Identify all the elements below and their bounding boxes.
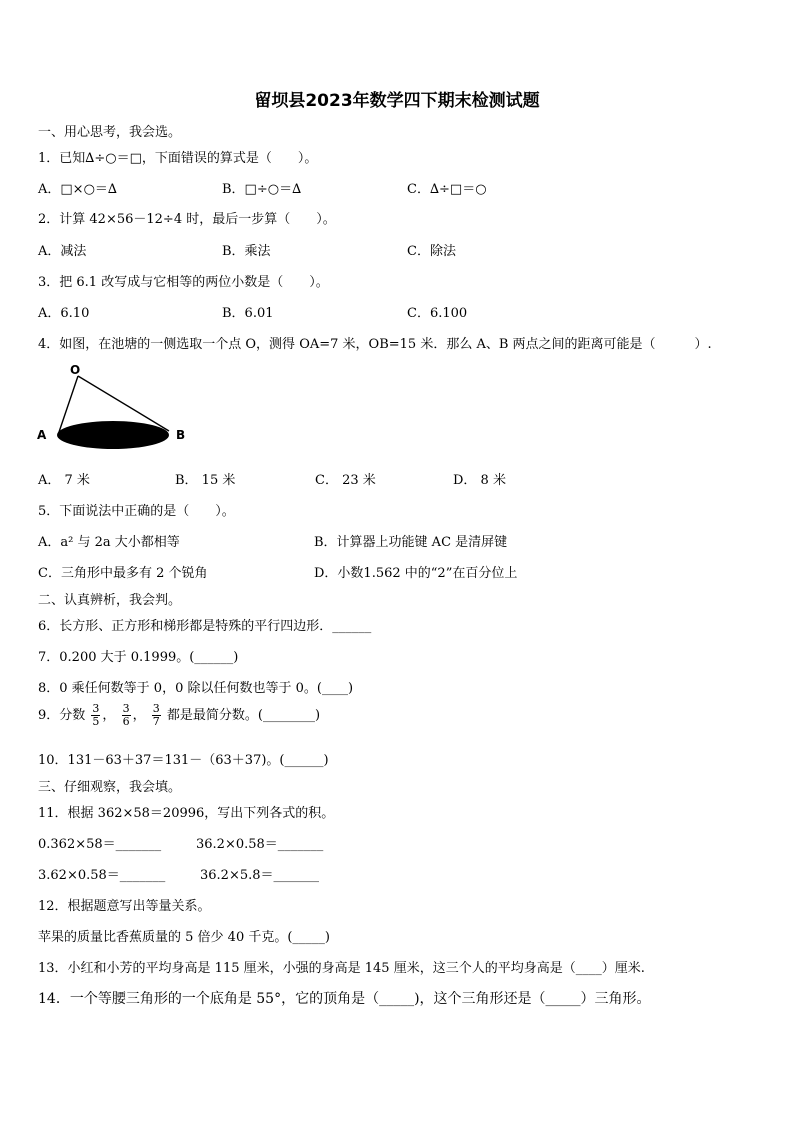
fraction-denominator: 5: [92, 715, 100, 728]
question-11-expr-4: 36.2×5.8＝_______: [200, 868, 320, 883]
question-11-expr-1: 0.362×58＝_______: [38, 837, 162, 852]
point-b-label: B: [176, 428, 186, 442]
question-11-stem: 11．根据 362×58＝20996，写出下列各式的积。: [38, 806, 335, 821]
question-7: 7．0.200 大于 0.1999。(______): [38, 650, 239, 665]
question-4-option-d[interactable]: D． 8 米: [453, 473, 506, 488]
page-title: 留坝县2023年数学四下期末检测试题: [254, 91, 540, 111]
fraction-denominator: 7: [152, 715, 160, 728]
question-2-option-a[interactable]: A．减法: [38, 244, 87, 259]
question-5-stem: 5．下面说法中正确的是（ ）。: [38, 504, 235, 519]
point-a-label: A: [37, 428, 47, 442]
question-4-option-c[interactable]: C． 23 米: [315, 473, 376, 488]
fraction-3-6: [122, 703, 131, 728]
question-3-stem: 3．把 6.1 改写成与它相等的两位小数是（ ）。: [38, 275, 329, 290]
question-5-option-b[interactable]: B．计算器上功能键 AC 是清屏键: [314, 535, 508, 550]
pond-shape: [57, 421, 169, 449]
question-4-option-a[interactable]: A． 7 米: [38, 473, 90, 488]
question-12-stem: 12．根据题意写出等量关系。: [38, 899, 211, 914]
question-3-option-a[interactable]: A．6.10: [38, 306, 90, 321]
question-4-option-b[interactable]: B． 15 米: [175, 473, 236, 488]
fraction-numerator: 3: [152, 702, 160, 715]
question-5-option-a[interactable]: A．a² 与 2a 大小都相等: [38, 535, 180, 550]
fraction-3-7: [152, 703, 161, 728]
question-8: 8．0 乘任何数等于 0，0 除以任何数也等于 0。(____): [38, 681, 354, 696]
question-12-line: 苹果的质量比香蕉质量的 5 倍少 40 千克。(_____): [38, 930, 330, 945]
question-11-expr-2: 36.2×0.58＝_______: [196, 837, 324, 852]
fraction-numerator: 3: [122, 702, 130, 715]
fraction-numerator: 3: [92, 702, 100, 715]
question-2-option-b[interactable]: B．乘法: [222, 244, 271, 259]
question-2-option-c[interactable]: C．除法: [407, 244, 456, 259]
section-heading-2: 二、认真辨析，我会判。: [38, 593, 182, 608]
question-5-option-c[interactable]: C．三角形中最多有 2 个锐角: [38, 566, 208, 581]
pond-figure: [36, 362, 196, 454]
question-9-suffix: 都是最简分数。(________): [166, 708, 321, 723]
question-1-option-b[interactable]: B．□÷○＝∆: [222, 182, 302, 197]
question-3-option-c[interactable]: C．6.100: [407, 306, 468, 321]
question-6: 6．长方形、正方形和梯形都是特殊的平行四边形．______: [38, 619, 372, 634]
pond-diagram: [36, 362, 196, 454]
question-1-option-c[interactable]: C．∆÷□＝○: [407, 182, 487, 197]
question-1-option-a[interactable]: A．□×○＝∆: [38, 182, 117, 197]
question-2-stem: 2．计算 42×56－12÷4 时，最后一步算（ ）。: [38, 212, 336, 227]
question-11-expr-3: 3.62×0.58＝_______: [38, 868, 166, 883]
section-heading-1: 一、用心思考，我会选。: [38, 125, 182, 140]
question-5-option-d[interactable]: D．小数1.562 中的“2”在百分位上: [314, 566, 518, 581]
question-1-stem: 1．已知∆÷○＝□，下面错误的算式是（ ）。: [38, 151, 318, 166]
section-heading-3: 三、仔细观察，我会填。: [38, 780, 182, 795]
fraction-denominator: 6: [122, 715, 130, 728]
fraction-3-5: [91, 703, 100, 728]
question-4-stem: 4．如图，在池塘的一侧选取一个点 O，测得 OA=7 米，OB=15 米．那么 A、B 两点之间的距离可能是（ ）.: [38, 337, 712, 352]
question-10: 10．131－63＋37＝131－（63＋37)。(______): [38, 753, 329, 768]
question-9-prefix: 9．分数: [38, 708, 86, 723]
separator: ，: [102, 708, 116, 723]
question-13: 13．小红和小芳的平均身高是 115 厘米，小强的身高是 145 厘米，这三个人的平均身高是（____）厘米.: [38, 961, 645, 976]
separator: ，: [132, 708, 146, 723]
point-o-label: O: [70, 363, 81, 377]
question-9: [38, 703, 320, 728]
question-14: 14．一个等腰三角形的一个底角是 55°，它的顶角是（_____)，这个三角形还是（_____）三角形。: [38, 991, 651, 1007]
question-3-option-b[interactable]: B．6.01: [222, 306, 274, 321]
